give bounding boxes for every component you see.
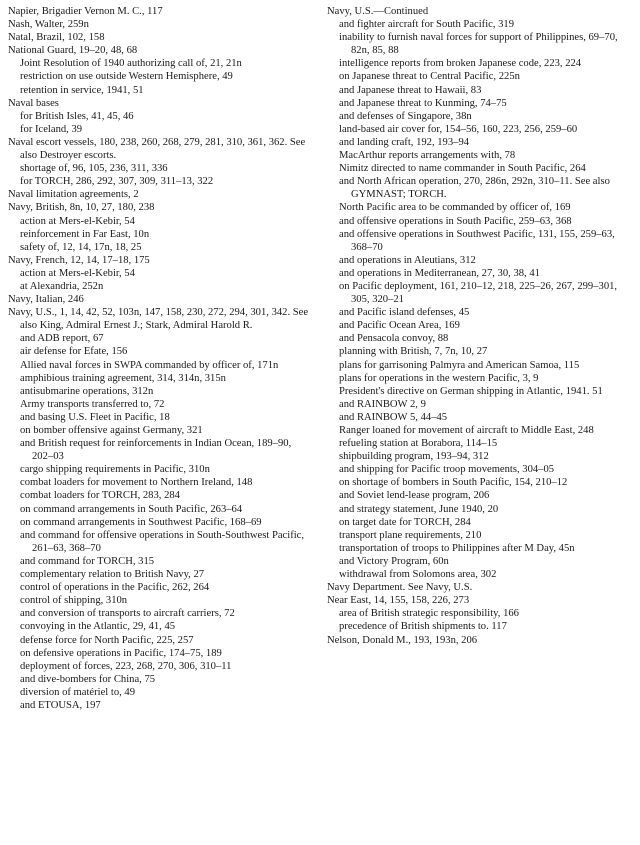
- index-subentry: shortage of, 96, 105, 236, 311, 336: [20, 163, 168, 175]
- index-entry: Near East, 14, 155, 158, 226, 273: [327, 595, 470, 607]
- index-left-column: [8, 5, 310, 712]
- index-subentry: safety of, 12, 14, 17n, 18, 25: [20, 241, 142, 253]
- index-subentry: and operations in Mediterranean, 27, 30, 38, 41: [339, 267, 540, 279]
- index-subentry: President's directive on German shipping in Atlantic, 1941. 51: [339, 385, 603, 397]
- index-subentry: diversion of matériel to, 49: [20, 686, 136, 698]
- index-subentry: retention in service, 1941, 51: [20, 84, 144, 96]
- index-entry: Nelson, Donald M., 193, 193n, 206: [327, 634, 478, 646]
- index-subentry: and Soviet lend-lease program, 206: [339, 490, 490, 502]
- index-subentry: Army transports transferred to, 72: [20, 398, 165, 410]
- index-subentry: reinforcement in Far East, 10n: [20, 228, 150, 240]
- index-entry: Naval bases: [8, 97, 59, 109]
- index-subentry: and conversion of transports to aircraft carriers, 72: [20, 608, 235, 620]
- index-subentry: and Japanese threat to Hawaii, 83: [339, 84, 482, 96]
- index-entry: Navy, French, 12, 14, 17–18, 175: [8, 254, 150, 266]
- index-subentry: action at Mers-el-Kebir, 54: [20, 267, 135, 279]
- index-subentry: and command for offensive operations in South-Southwest Pacific, 261–63, 368–70: [20, 529, 305, 554]
- index-subentry: complementary relation to British Navy, 27: [20, 569, 205, 581]
- index-subentry: precedence of British shipments to. 117: [339, 621, 507, 633]
- index-subentry: Allied naval forces in SWPA commanded by officer of, 171n: [20, 359, 279, 371]
- index-subentry: intelligence reports from broken Japanese code, 223, 224: [339, 58, 582, 70]
- index-subentry: Nimitz directed to name commander in South Pacific, 264: [339, 163, 586, 175]
- index-subentry: and Pacific Ocean Area, 169: [339, 320, 460, 332]
- index-entry: Napier, Brigadier Vernon M. C., 117: [8, 6, 163, 17]
- index-subentry: defense force for North Pacific, 225, 257: [20, 634, 194, 646]
- index-subentry: control of shipping, 310n: [20, 595, 128, 607]
- index-subentry: plans for garrisoning Palmyra and American Samoa, 115: [339, 359, 580, 371]
- index-entry: Navy, U.S.—Continued: [327, 6, 429, 17]
- index-entry: Navy, Italian, 246: [8, 294, 84, 306]
- index-subentry: shipbuilding program, 193–94, 312: [339, 451, 489, 463]
- index-subentry: action at Mers-el-Kebir, 54: [20, 215, 135, 227]
- index-entry: Nash, Walter, 259n: [8, 19, 89, 31]
- index-subentry: on bomber offensive against Germany, 321: [20, 425, 203, 436]
- index-subentry: and operations in Aleutians, 312: [339, 254, 476, 266]
- index-subentry: for TORCH, 286, 292, 307, 309, 311–13, 322: [20, 176, 214, 188]
- index-subentry: and British request for reinforcements in Indian Ocean, 189–90, 202–03: [20, 438, 292, 463]
- index-subentry: for British Isles, 41, 45, 46: [20, 110, 134, 122]
- index-subentry: amphibious training agreement, 314, 314n, 315n: [20, 372, 226, 384]
- index-subentry: and Pacific island defenses, 45: [339, 307, 470, 319]
- index-subentry: and strategy statement, June 1940, 20: [339, 503, 499, 515]
- index-subentry: and North African operation, 270, 286n, 292n, 310–11. See also GYMNAST; TORCH.: [339, 176, 610, 201]
- index-entry: Natal, Brazil, 102, 158: [8, 32, 105, 44]
- index-subentry: restriction on use outside Western Hemisphere, 49: [20, 71, 233, 83]
- index-subentry: and RAINBOW 5, 44–45: [339, 411, 448, 423]
- index-subentry: and Pensacola convoy, 88: [339, 333, 449, 345]
- index-subentry: on shortage of bombers in South Pacific, 154, 210–12: [339, 477, 568, 489]
- index-subentry: antisubmarine operations, 312n: [20, 385, 154, 397]
- index-subentry: and dive-bombers for China, 75: [20, 673, 156, 685]
- index-subentry: air defense for Efate, 156: [20, 346, 128, 358]
- index-subentry: and offensive operations in South Pacific, 259–63, 368: [339, 215, 572, 227]
- index-subentry: Joint Resolution of 1940 authorizing call of, 21, 21n: [20, 58, 242, 70]
- index-subentry: and fighter aircraft for South Pacific, 319: [339, 19, 515, 31]
- index-subentry: on Pacific deployment, 161, 210–12, 218, 225–26, 267, 299–301, 305, 320–21: [339, 280, 618, 306]
- index-subentry: at Alexandria, 252n: [20, 280, 104, 292]
- index-subentry: cargo shipping requirements in Pacific, 310n: [20, 464, 210, 476]
- index-subentry: for Iceland, 39: [20, 123, 83, 135]
- index-subentry: transportation of troops to Philippines after M Day, 45n: [339, 542, 575, 554]
- index-entry: National Guard, 19–20, 48, 68: [8, 45, 138, 57]
- index-subentry: planning with British, 7, 7n, 10, 27: [339, 346, 488, 358]
- index-subentry: and Japanese threat to Kunming, 74–75: [339, 97, 507, 109]
- index-subentry: deployment of forces, 223, 268, 270, 306, 310–11: [20, 660, 232, 672]
- index-entry: Navy, U.S., 1, 14, 42, 52, 103n, 147, 158, 230, 272, 294, 301, 342. See also King, Admiral Ernest J.; Stark, Admiral Harold R.: [8, 307, 309, 332]
- index-subentry: area of British strategic responsibility, 166: [339, 608, 519, 620]
- index-subentry: and ETOUSA, 197: [20, 699, 101, 711]
- index-subentry: MacArthur reports arrangements with, 78: [339, 150, 516, 162]
- index-subentry: land-based air cover for, 154–56, 160, 223, 256, 259–60: [339, 123, 578, 135]
- index-subentry: and RAINBOW 2, 9: [339, 398, 426, 410]
- index-subentry: on Japanese threat to Central Pacific, 225n: [339, 71, 520, 83]
- index-subentry: combat loaders for TORCH, 283, 284: [20, 490, 180, 502]
- index-subentry: refueling station at Borabora, 114–15: [339, 438, 498, 450]
- index-subentry: and command for TORCH, 315: [20, 555, 155, 567]
- index-subentry: and basing U.S. Fleet in Pacific, 18: [20, 411, 170, 423]
- index-subentry: on command arrangements in South Pacific, 263–64: [20, 503, 243, 515]
- index-entry: Navy, British, 8n, 10, 27, 180, 238: [8, 202, 155, 214]
- index-subentry: and defenses of Singapore, 38n: [339, 110, 472, 122]
- index-subentry: convoying in the Atlantic, 29, 41, 45: [20, 621, 176, 633]
- index-subentry: on command arrangements in Southwest Pacific, 168–69: [20, 516, 262, 528]
- index-subentry: control of operations in the Pacific, 262, 264: [20, 582, 210, 594]
- index-subentry: Ranger loaned for movement of aircraft to Middle East, 248: [339, 425, 594, 436]
- index-subentry: transport plane requirements, 210: [339, 529, 482, 541]
- index-subentry: and ADB report, 67: [20, 333, 104, 345]
- index-entry: Navy Department. See Navy, U.S.: [327, 582, 473, 594]
- index-subentry: withdrawal from Solomons area, 302: [339, 569, 497, 581]
- index-entry: Naval escort vessels, 180, 238, 260, 268, 279, 281, 310, 361, 362. See also Destroyer escorts.: [8, 136, 306, 162]
- index-right-column: [327, 5, 630, 647]
- index-subentry: and shipping for Pacific troop movements, 304–05: [339, 464, 555, 476]
- index-subentry: on defensive operations in Pacific, 174–75, 189: [20, 647, 222, 659]
- index-subentry: and landing craft, 192, 193–94: [339, 136, 470, 148]
- index-subentry: and offensive operations in Southwest Pacific, 131, 155, 259–63, 368–70: [339, 228, 615, 253]
- index-subentry: North Pacific area to be commanded by officer of, 169: [339, 202, 571, 214]
- index-entry: Naval limitation agreements, 2: [8, 189, 139, 201]
- index-subentry: on target date for TORCH, 284: [339, 516, 471, 528]
- index-subentry: combat loaders for movement to Northern Ireland, 148: [20, 477, 253, 489]
- index-subentry: inability to furnish naval forces for support of Philippines, 69–70, 82n, 85, 88: [339, 32, 618, 57]
- index-subentry: plans for operations in the western Pacific, 3, 9: [339, 372, 539, 384]
- index-subentry: and Victory Program, 60n: [339, 555, 449, 567]
